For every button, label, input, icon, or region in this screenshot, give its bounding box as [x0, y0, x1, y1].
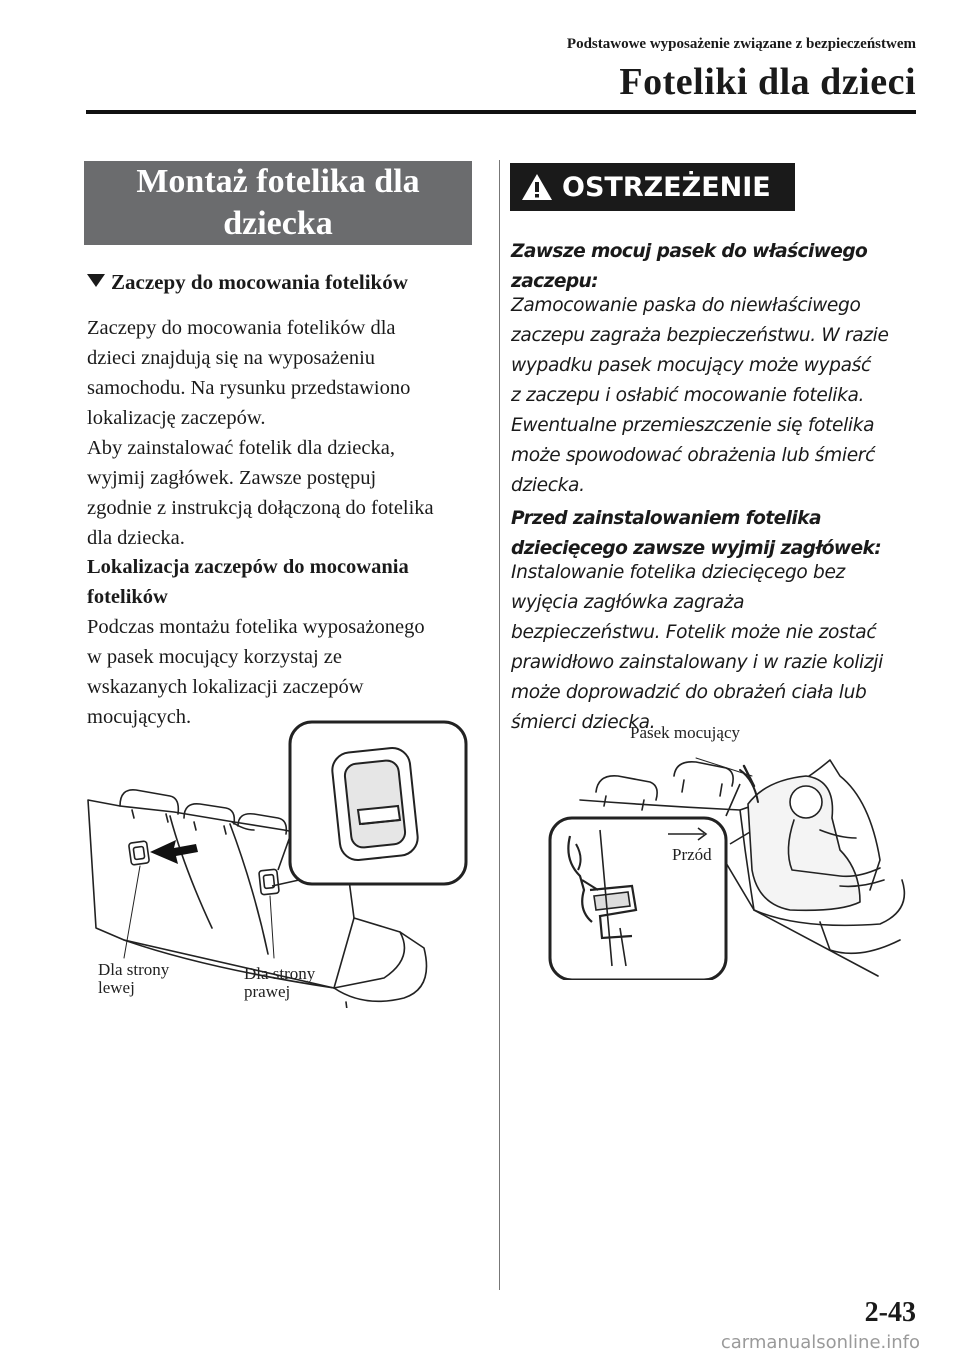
text-line: zgodnie z instrukcją dołączoną do fotelika	[87, 497, 434, 519]
text-line: fotelików	[87, 586, 168, 608]
anchor-location-heading	[87, 552, 477, 612]
text-line: wyjmij zagłówek. Zawsze postępuj	[87, 467, 377, 489]
warning-text-1	[511, 291, 911, 501]
label-left-side	[98, 961, 169, 997]
text-line: śmierci dziecka.	[511, 712, 656, 733]
label-line: Dla strony	[98, 960, 170, 979]
text-line: Aby zainstalować fotelik dla dziecka,	[87, 437, 395, 459]
text-line: Zawsze mocuj pasek do właściwego	[511, 241, 868, 262]
text-line: prawidłowo zainstalowany i w razie kolizji	[511, 652, 883, 673]
text-line: bezpieczeństwu. Fotelik może nie zostać	[511, 622, 877, 643]
text-line: zaczepu:	[511, 271, 599, 292]
warning-banner	[510, 163, 795, 211]
text-line: dzieci znajdują się na wyposażeniu	[87, 347, 376, 369]
text-line: Podczas montażu fotelika wyposażonego	[87, 616, 425, 638]
text-line: Instalowanie fotelika dziecięcego bez	[511, 562, 845, 583]
section-title-line1: Montaż fotelika dla	[136, 163, 420, 200]
anchor-zoom-inset	[272, 722, 466, 886]
warning-triangle-icon	[520, 172, 554, 202]
section-title-box	[84, 161, 472, 245]
text-line: Lokalizacja zaczepów do mocowania	[87, 556, 409, 578]
text-line: zaczepu zagraża bezpieczeństwu. W razie	[511, 325, 889, 346]
child-seat-tether-illustration	[540, 740, 920, 980]
subheading	[87, 270, 408, 295]
header-rule	[86, 110, 916, 114]
text-line: dla dziecka.	[87, 527, 185, 549]
warning-heading-1	[511, 237, 911, 297]
chapter-title: Foteliki dla dzieci	[619, 61, 916, 103]
text-line: w pasek mocujący korzystaj ze	[87, 646, 343, 668]
text-line: może spowodować obrażenia lub śmierć	[511, 445, 875, 466]
label-line: lewej	[98, 978, 135, 997]
text-line: może doprowadzić do obrażeń ciała lub	[511, 682, 867, 703]
tether-anchor-zoom-inset	[550, 784, 750, 980]
text-line: Zaczepy do mocowania fotelików dla	[87, 317, 396, 339]
warning-title: OSTRZEŻENIE	[562, 171, 771, 203]
paragraph-2	[87, 612, 477, 732]
text-line: Przed zainstalowaniem fotelika	[511, 508, 821, 529]
arrow-icon	[150, 840, 198, 864]
warning-heading-2	[511, 504, 911, 564]
label-line: Dla strony	[244, 964, 316, 983]
column-divider	[499, 160, 500, 1290]
label-right-side	[244, 965, 315, 1001]
text-line: wskazanych lokalizacji zaczepów	[87, 676, 364, 698]
text-line: Ewentualne przemieszczenie się fotelika	[511, 415, 875, 436]
text-line: mocujących.	[87, 706, 192, 728]
text-line: samochodu. Na rysunku przedstawiono	[87, 377, 411, 399]
text-line: wypadku pasek mocujący może wypaść	[511, 355, 871, 376]
text-line: dziecięcego zawsze wyjmij zagłówek:	[511, 538, 882, 559]
paragraph-1	[87, 313, 477, 553]
section-title-line2: dziecka	[223, 205, 333, 242]
watermark: carmanualsonline.info	[720, 1332, 920, 1353]
label-tether-strap: Pasek mocujący	[630, 723, 740, 742]
triangle-bullet-icon	[87, 274, 105, 287]
chapter-subtitle: Podstawowe wyposażenie związane z bezpieczeństwem	[566, 36, 916, 52]
label-front: Przód	[672, 845, 712, 864]
text-line: wyjęcia zagłówka zagraża	[511, 592, 745, 613]
text-line: lokalizację zaczepów.	[87, 407, 266, 429]
text-line: dziecka.	[511, 475, 585, 496]
warning-text-2	[511, 558, 911, 738]
subheading-text: Zaczepy do mocowania fotelików	[111, 270, 408, 294]
text-line: z zaczepu i osłabić mocowanie fotelika.	[511, 385, 865, 406]
label-line: prawej	[244, 982, 291, 1001]
text-line: Zamocowanie paska do niewłaściwego	[511, 295, 861, 316]
page-number: 2-43	[864, 1297, 916, 1328]
